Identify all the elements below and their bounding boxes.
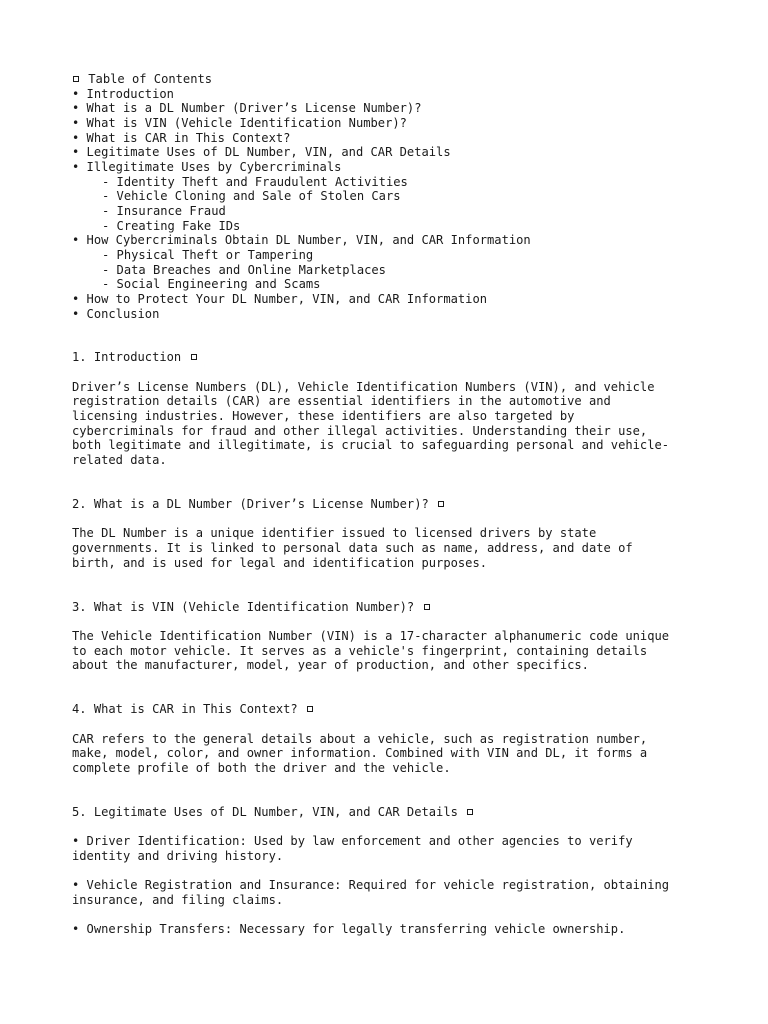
section-heading: 4. What is CAR in This Context? [72, 702, 298, 717]
toc-item-label[interactable]: • Introduction [72, 86, 174, 101]
section-heading-line [72, 600, 712, 615]
toc-item-conclusion[interactable] [72, 307, 712, 322]
toc-item-how-obtain[interactable] [72, 233, 712, 292]
toc-item-label[interactable]: • How Cybercriminals Obtain DL Number, VIN, and CAR Information [72, 233, 531, 248]
document-page [72, 72, 712, 937]
toc-item-illegitimate-uses[interactable] [72, 160, 712, 233]
missing-glyph-icon [424, 604, 430, 610]
section-paragraph: Driver’s License Numbers (DL), Vehicle Identification Numbers (VIN), and vehicle registration details (CAR) are essential identifiers in the automotive and licensing industries. However, these identifiers are also targeted by cybercriminals for fraud and other illegal activities. Understanding their use, both legitimate and illegitimate, is crucial to safeguarding personal and vehicle- related data. [72, 379, 670, 468]
section-introduction [72, 350, 712, 467]
section-heading-line [72, 497, 712, 512]
toc-item-car[interactable] [72, 131, 712, 146]
section-heading: 1. Introduction [72, 350, 182, 365]
toc-item-label[interactable]: • What is a DL Number (Driver’s License Number)? [72, 101, 422, 116]
toc-title-line [72, 72, 712, 87]
toc-item-vin[interactable] [72, 116, 712, 131]
toc-item-label[interactable]: • How to Protect Your DL Number, VIN, and CAR Information [72, 291, 488, 306]
section-vin [72, 600, 712, 673]
missing-glyph-icon [73, 76, 79, 82]
toc-subitem[interactable]: - Data Breaches and Online Marketplaces [102, 262, 386, 277]
missing-glyph-icon [191, 354, 197, 360]
section-heading: 2. What is a DL Number (Driver’s License Number)? [72, 497, 429, 512]
bullet-paragraph: • Vehicle Registration and Insurance: Required for vehicle registration, obtaining insurance, and filing claims. [72, 878, 670, 907]
section-heading-line [72, 702, 712, 717]
section-dl-number [72, 497, 712, 570]
toc-item-introduction[interactable] [72, 87, 712, 102]
toc-subitem[interactable]: - Identity Theft and Fraudulent Activities [102, 174, 408, 189]
section-heading-line [72, 805, 712, 820]
missing-glyph-icon [307, 706, 313, 712]
toc-subitem[interactable]: - Social Engineering and Scams [102, 277, 321, 292]
section-legitimate-uses [72, 805, 712, 937]
toc-item-label[interactable]: • What is CAR in This Context? [72, 130, 291, 145]
missing-glyph-icon [467, 809, 473, 815]
section-heading: 3. What is VIN (Vehicle Identification Number)? [72, 599, 415, 614]
section-paragraph: CAR refers to the general details about a vehicle, such as registration number, make, model, color, and owner information. Combined with VIN and DL, it forms a complete profile of both the driver and the vehicle. [72, 731, 648, 775]
toc-title: Table of Contents [88, 72, 213, 86]
bullet-paragraph: • Ownership Transfers: Necessary for legally transferring vehicle ownership. [72, 922, 626, 937]
toc-item-dl-number[interactable] [72, 101, 712, 116]
toc-item-label[interactable]: • What is VIN (Vehicle Identification Number)? [72, 115, 407, 130]
toc-item-label[interactable]: • Conclusion [72, 306, 160, 321]
section-heading: 5. Legitimate Uses of DL Number, VIN, and CAR Details [72, 804, 458, 819]
section-heading-line [72, 350, 712, 365]
missing-glyph-icon [438, 501, 444, 507]
toc-subitem[interactable]: - Insurance Fraud [102, 203, 226, 218]
toc-subitem[interactable]: - Physical Theft or Tampering [102, 247, 314, 262]
toc-subitem[interactable]: - Creating Fake IDs [102, 218, 241, 233]
section-car [72, 702, 712, 775]
toc-list [72, 87, 712, 322]
section-paragraph: The Vehicle Identification Number (VIN) is a 17-character alphanumeric code unique to each motor vehicle. It serves as a vehicle's fingerprint, containing details about the manufacturer, model, year of production, and other specifics. [72, 628, 670, 673]
toc-item-how-protect[interactable] [72, 292, 712, 307]
section-paragraph: The DL Number is a unique identifier issued to licensed drivers by state governments. It is linked to personal data such as name, address, and date of birth, and is used for legal and identification purposes. [72, 526, 633, 570]
toc-subitem[interactable]: - Vehicle Cloning and Sale of Stolen Cars [102, 189, 401, 204]
toc-item-legitimate-uses[interactable] [72, 145, 712, 160]
toc-item-label[interactable]: • Legitimate Uses of DL Number, VIN, and CAR Details [72, 145, 451, 160]
toc-item-label[interactable]: • Illegitimate Uses by Cybercriminals [72, 159, 342, 174]
bullet-paragraph: • Driver Identification: Used by law enforcement and other agencies to verify identity and driving history. [72, 834, 633, 863]
